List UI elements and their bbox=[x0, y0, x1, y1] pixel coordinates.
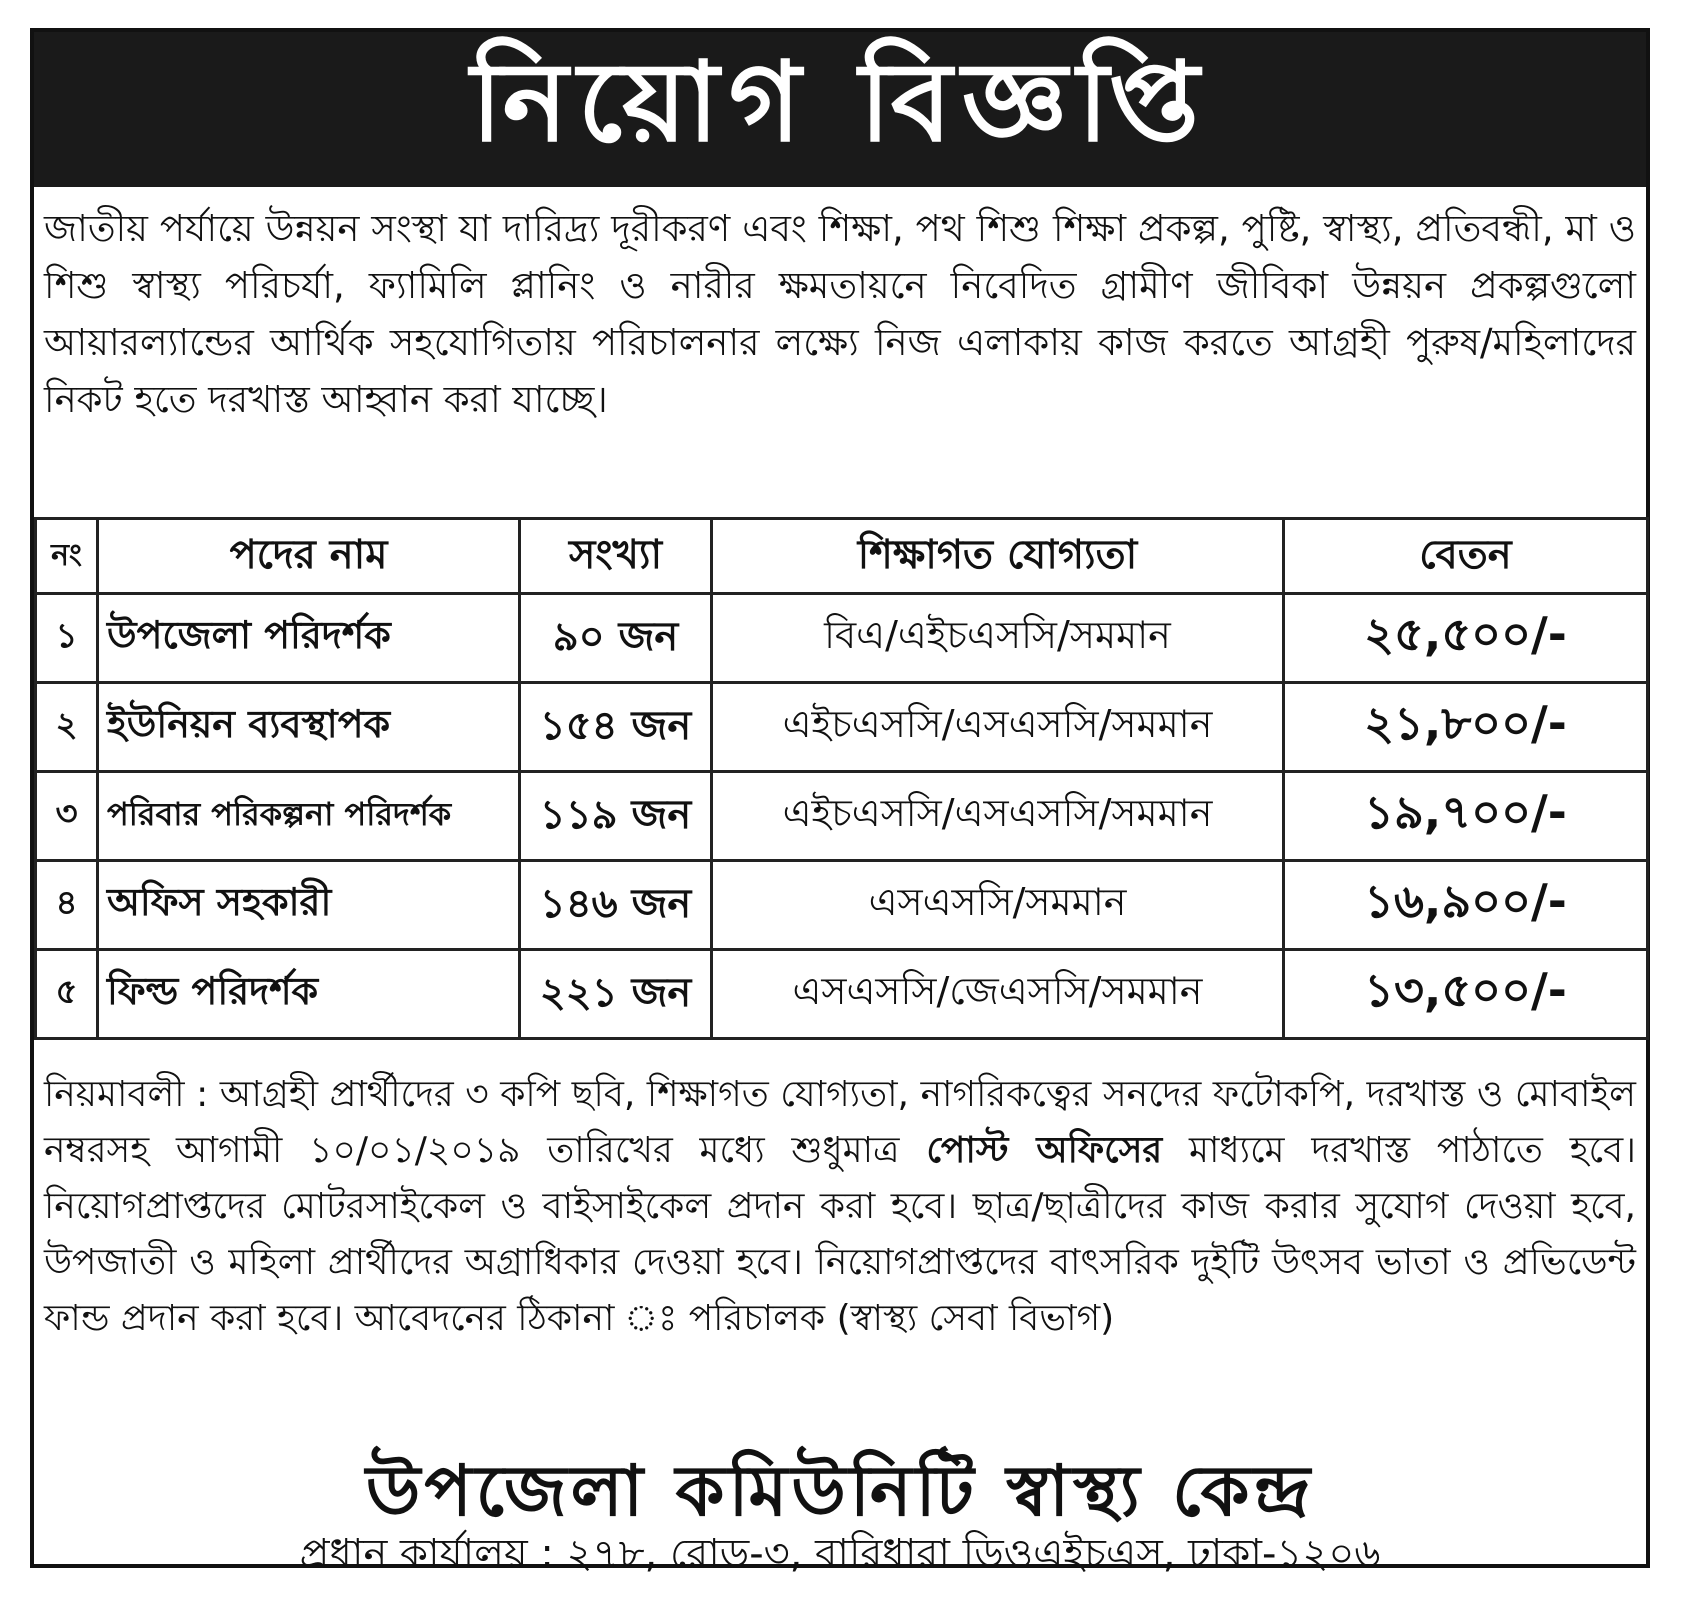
row-salary: ১৬,৯০০/- bbox=[1284, 861, 1648, 950]
row-no: ৫ bbox=[36, 950, 98, 1039]
row-qualification: এসএসসি/সমমান bbox=[712, 861, 1284, 950]
row-count: ১১৯ জন bbox=[520, 772, 712, 861]
row-qualification: বিএ/এইচএসসি/সমমান bbox=[712, 594, 1284, 683]
header-qualification: শিক্ষাগত যোগ্যতা bbox=[712, 519, 1284, 594]
table-row bbox=[36, 772, 1648, 861]
row-no: ১ bbox=[36, 594, 98, 683]
organization-name: উপজেলা কমিউনিটি স্বাস্থ্য কেন্দ্র bbox=[365, 1450, 1315, 1532]
rules-text-part1: নিয়মাবলী : আগ্রহী প্রার্থীদের ৩ কপি ছবি, শিক্ষাগত যোগ্যতা, নাগরিকত্বের সনদের ফটোকপি, দরখাস্ত ও মোবাইল নম্বরসহ আগামী ১০/০১/২০১৯ তারিখের মধ্যে শুধুমাত্র bbox=[44, 1074, 1636, 1171]
row-post: অফিস সহকারী bbox=[98, 861, 520, 950]
row-no: ৪ bbox=[36, 861, 98, 950]
job-advertisement bbox=[30, 28, 1650, 1577]
row-count: ১৫৪ জন bbox=[520, 683, 712, 772]
head-office-address: প্রধান কার্যালয় : ২৭৮, রোড-৩, বারিধারা ডিওএইচএস, ঢাকা-১২০৬ bbox=[299, 1531, 1381, 1577]
title-banner bbox=[34, 32, 1646, 187]
table-row bbox=[36, 861, 1648, 950]
row-post: পরিবার পরিকল্পনা পরিদর্শক bbox=[98, 772, 520, 861]
rules-paragraph bbox=[44, 1067, 1636, 1467]
row-post: উপজেলা পরিদর্শক bbox=[98, 594, 520, 683]
row-qualification: এইচএসসি/এসএসসি/সমমান bbox=[712, 683, 1284, 772]
row-salary: ১৩,৫০০/- bbox=[1284, 950, 1648, 1039]
row-count: ১৪৬ জন bbox=[520, 861, 712, 950]
row-salary: ১৯,৭০০/- bbox=[1284, 772, 1648, 861]
row-qualification: এসএসসি/জেএসসি/সমমান bbox=[712, 950, 1284, 1039]
row-qualification: এইচএসসি/এসএসসি/সমমান bbox=[712, 772, 1284, 861]
row-no: ২ bbox=[36, 683, 98, 772]
row-count: ৯০ জন bbox=[520, 594, 712, 683]
table-header-row bbox=[36, 519, 1648, 594]
row-post: ইউনিয়ন ব্যবস্থাপক bbox=[98, 683, 520, 772]
rules-emphasis: পোস্ট অফিসের bbox=[926, 1130, 1163, 1171]
row-salary: ২১,৮০০/- bbox=[1284, 683, 1648, 772]
row-count: ২২১ জন bbox=[520, 950, 712, 1039]
ad-title: নিয়োগ বিজ্ঞপ্তি bbox=[470, 37, 1210, 166]
header-no: নং bbox=[36, 519, 98, 594]
table-row bbox=[36, 683, 1648, 772]
table-row bbox=[36, 594, 1648, 683]
row-post: ফিল্ড পরিদর্শক bbox=[98, 950, 520, 1039]
row-no: ৩ bbox=[36, 772, 98, 861]
header-count: সংখ্যা bbox=[520, 519, 712, 594]
rules-text-part2: মাধ্যমে দরখাস্ত পাঠাতে হবে। নিয়োগপ্রাপ্তদের মোটরসাইকেল ও বাইসাইকেল প্রদান করা হবে। ছাত্র/ছাত্রীদের কাজ করার সুযোগ দেওয়া হবে, উপজাতী ও মহিলা প্রার্থীদের অগ্রাধিকার দেওয়া হবে। নিয়োগপ্রাপ্তদের বাৎসরিক দুইটি উৎসব ভাতা ও প্রভিডেন্ট ফান্ড প্রদান করা হবে। আবেদনের ঠিকানা ঃ পরিচালক (স্বাস্থ্য সেবা বিভাগ) bbox=[44, 1130, 1637, 1339]
table-row bbox=[36, 950, 1648, 1039]
header-post: পদের নাম bbox=[98, 519, 520, 594]
vacancy-table bbox=[34, 517, 1649, 1040]
intro-paragraph: জাতীয় পর্যায়ে উন্নয়ন সংস্থা যা দারিদ্র্য দূরীকরণ এবং শিক্ষা, পথ শিশু শিক্ষা প্রকল্প, পুষ্টি, স্বাস্থ্য, প্রতিবন্ধী, মা ও শিশু স্বাস্থ্য পরিচর্যা, ফ্যামিলি প্লানিং ও নারীর ক্ষমতায়নে নিবেদিত গ্রামীণ জীবিকা উন্নয়ন প্রকল্পগুলো আয়ারল্যান্ডের আর্থিক সহযোগিতায় পরিচালনার লক্ষ্যে নিজ এলাকায় কাজ করতে আগ্রহী পুরুষ/মহিলাদের নিকট হতে দরখাস্ত আহ্বান করা যাচ্ছে। bbox=[44, 207, 1636, 421]
header-salary: বেতন bbox=[1284, 519, 1648, 594]
row-salary: ২৫,৫০০/- bbox=[1284, 594, 1648, 683]
